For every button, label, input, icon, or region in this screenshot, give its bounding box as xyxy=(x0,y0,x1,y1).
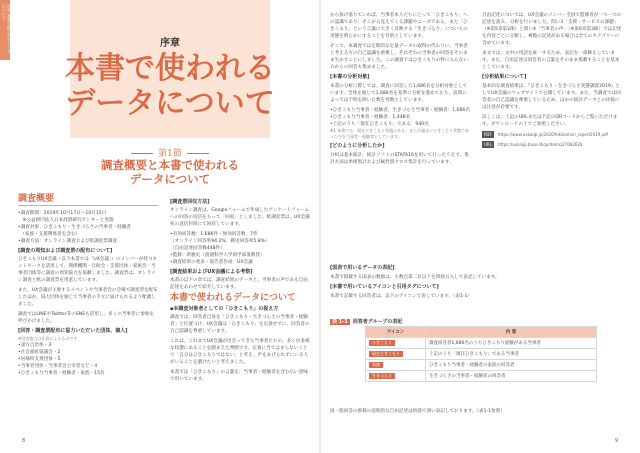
section-number-text: 第1節 xyxy=(158,149,182,159)
collection-para: オンライン調査は、Googleフォームで作成したアンケートフォームへの回答の送信をもって「回収」としました。紙調査票は、UX会議宛の返信封筒にて回収しています。 xyxy=(170,208,310,227)
respondents-note: ※回答協力は任意によるものです xyxy=(18,336,78,341)
survey-box-heading: [調査の周知および調査票の配布について] xyxy=(18,248,113,254)
table-cell-tag xyxy=(366,338,426,349)
table-cell-text: 生きづらさの当事者・経験者の回答者 xyxy=(426,371,597,382)
icon-tag-para: 本書で記載する回答者は、以下のアイコンで表しています。（表1-1） xyxy=(330,294,473,299)
page-number-right: 9 xyxy=(614,438,618,444)
pdf-url[interactable]: https://www.uxkaigi.jp/2020/hikikomori_report2019.pdf xyxy=(497,132,608,137)
survey-item: •調査方法：オンライン調査および紙調査票調査 xyxy=(18,239,118,244)
gutter xyxy=(319,0,321,453)
section-title-line-1: 調査概要と本書で使われる xyxy=(101,158,239,172)
results-heading: [分析結果について] xyxy=(482,74,527,80)
results-para: 基本的な調査結果は、『ひきこもり・生きづらさ実態調査2019』としてUX会議のウェブサイトで公開しています。また、当調査では回答者の自己認識を尊重しているため、ほかの統計データとの比較には注意が必要です。 xyxy=(482,84,621,110)
table-note: 図一般回答の推移の説明的な自由記述は括弧で囲い表記しております。（表1-1参照） xyxy=(330,409,505,414)
right-column-2 xyxy=(482,12,622,148)
table-cell-text: 調査回答者1,686名のうちひきこもり経験がある当事者 xyxy=(426,338,597,349)
target-item: •上記のうち「現在ひきこもり」である：940名 xyxy=(330,122,429,127)
pdf-badge: PDF xyxy=(484,132,492,137)
table-row xyxy=(366,371,597,382)
survey-box-para: また、UX会議が主催するイベントや当事者会の会場で調査票を配布したほか、協力団体を通じて当事者の手元に届けられるよう配慮しました。 xyxy=(18,288,158,307)
results-heading: [調査結果およびUX会議による考察] xyxy=(170,269,253,275)
free-text-para: 自由記述については、UX会議のメンバー全員で監修者が一つ一つの記述を読み、分析を行いました。問い3「支援・サービスの課題」（※第5章第2節）と問い4「当事者の声」（※第6章第3節）では記述を内容ごとに分類し、複数の記述がある場合は全てのカテゴリーに含めています。 xyxy=(482,13,622,46)
results-para: 詳しくは、上記のURLまたは下記のQRコードからご覧いただけます。ダウンロードの上でご参照ください。 xyxy=(482,115,618,127)
analysis-target-heading: [本書の分析対象] xyxy=(330,74,370,80)
figure-data-heading: [図表で用いるデータの表記] xyxy=(330,265,395,271)
page-number-left: 8 xyxy=(22,438,26,444)
table-row xyxy=(366,338,597,349)
method-heading: [どのように分析したか] xyxy=(330,143,385,149)
right-column-1 xyxy=(330,12,470,169)
table-cell-text: 上記のうち「現在ひきこもり」である当事者 xyxy=(426,349,597,360)
table-cell-tag xyxy=(366,371,426,382)
collection-heading: [調査票回収方法] xyxy=(170,199,210,205)
survey-item: •調査対象：ひきこもり・生きづらさの当事者・経験者 xyxy=(18,225,131,230)
tag-chip: 家族 xyxy=(369,362,383,368)
free-text-para: 本文では、文中の用語を統一するため、表記を一部修正しています。また、自由記述は回答者の言葉をそのまま掲載することを基本としています。 xyxy=(482,51,620,70)
table-title xyxy=(330,318,402,325)
icon-tag-heading: [本書で用いているアイコンと引用タグについて] xyxy=(330,284,439,290)
table-header: アイコン xyxy=(366,327,426,338)
org-item: •調査結果の発表・報告書作成：UX会議 xyxy=(170,260,253,265)
pdf-url-row[interactable] xyxy=(482,131,622,138)
target-item: •ひきこもり当事者・経験者：1,448名 xyxy=(330,115,411,120)
results-para: 本書の以下の章では、調査結果のデータと、当事者の声である自由記述をあわせて紹介しています。 xyxy=(170,278,308,290)
shop-url-row[interactable] xyxy=(482,141,622,148)
chapter-title-line-2: データについて xyxy=(65,86,275,121)
survey-heading: 調査概要 xyxy=(18,196,158,206)
tag-chip: ひきこもり xyxy=(369,340,395,346)
data-section-heading: 本書で使われるデータについて xyxy=(170,293,296,303)
survey-box-para: 調査ではLINEやTwitter等のSNSも活用し、多くの当事者に参加を呼びかけました。 xyxy=(18,312,154,324)
url-badge: URL xyxy=(484,142,492,147)
table-header-row xyxy=(366,327,597,338)
method-para: 分析は基本統計、統計ソフトのSTATA16を用いて行ったうえで、集計方法は単純集計および属性別クロス集計を行っています。 xyxy=(330,153,469,165)
respondents-item: •ひきこもり当事者・経験者・家族・15名 xyxy=(18,371,105,376)
tag-chip: 生きづらさ xyxy=(369,373,395,379)
respondents-item: •諸方自治体・3 xyxy=(18,343,52,348)
respondents-item: •当事者団体・当事者会主宰者など・4 xyxy=(18,364,98,369)
definition-subheading: ▪本調査対象者としての「ひきこもり」の捉え方 xyxy=(170,306,279,312)
analysis-target-para: 本書の分析に際しては、調査に回答した1,686名を分析対象としています。全体を通じて1,686名を基準に分析を進めており、設問によっては不明を除いた数を母数としています。 xyxy=(330,84,468,103)
respondents-item: •社会福祉協議会・2 xyxy=(18,350,61,355)
chapter-title-line-1: 本書で使われる xyxy=(65,51,275,86)
table-row xyxy=(366,360,597,371)
survey-item: （家族・支援関係者を含む） xyxy=(18,232,81,237)
survey-item: ※公益財団法人日本経済研究センターと実施 xyxy=(18,218,114,223)
target-item: •ひきこもり当事者・経験者、生きづらさ当事者・経験者：1,686名 xyxy=(330,108,470,113)
table-cell-tag xyxy=(366,360,426,371)
shop-url[interactable]: https://uxkaigi.base.shop/items/27682628 xyxy=(497,142,583,147)
side-tab-text: 序章 本書で使われるデータについて xyxy=(2,4,12,54)
table-title-text: 回答者グループの表記 xyxy=(352,319,403,325)
respondents-item: •居場所支援団体・5 xyxy=(18,357,61,362)
stats-item: （自由記述回答数448件） xyxy=(170,246,225,251)
definition-para: 本書では「ひきこもり」の言葉を、当事者・経験者を含む広い意味で用いています。 xyxy=(170,370,308,382)
left-column xyxy=(18,196,158,377)
table-badge: 表 1-1 xyxy=(332,319,348,325)
table-cell-text: ひきこもり当事者・経験者の家族の回答者 xyxy=(426,360,597,371)
middle-column xyxy=(170,196,310,386)
definition-para: これは、これまでUX会議が出会ってきた当事者たちの、多くが多様な状態にあることを踏まえた判断です。定義に当てはまらないことで「自分はひきこもりではない」と考え、声をあげられずにいる人がいることを避けたいと考えました。 xyxy=(170,339,310,365)
definition-para: 調査では、回答者自身を「ひきこもり・生きづらさの当事者・経験者」と位置づけ、UX会議は「ひきこもり」を定義せずに、回答者の自己認識を尊重しています。 xyxy=(170,315,310,334)
section-title-line-2: データについて xyxy=(129,172,211,186)
rule-left xyxy=(131,153,153,154)
stats-item: •有効回答数：1,686件・無効回答数：7件 xyxy=(170,232,258,237)
side-tab xyxy=(0,0,10,60)
respondent-icon-table xyxy=(365,326,597,382)
table-row xyxy=(366,349,597,360)
intro-para: から抜け落ちていれば、当事者本人たちにとって「ひきこもり」への認識であり、そこから見えてくる課題やニーズである。また「ひきこもり」という言葉に大きく反映する「生きづらさ」についての実態を明らかにすることを目的としています。 xyxy=(330,13,468,39)
figure-notes xyxy=(330,262,620,303)
stats-item: （オンライン回答率94.2%、郵送回答率5.8%） xyxy=(170,239,270,244)
table-cell-tag xyxy=(366,349,426,360)
tag-chip: 現在ひきこもり xyxy=(369,351,403,357)
rule-right xyxy=(187,153,209,154)
figure-data-para: 本書で掲載する図表の数値は、小数点第二位以下を四捨五入して表記しています。 xyxy=(330,275,500,280)
target-note: ※1 本書では、現在ひきこもり状態にある、または過去にひきこもり状態であった方を当事者・経験者としています。 xyxy=(330,128,470,139)
respondents-heading: [回答・調査票配布に協力いただいた団体、個人] xyxy=(18,328,128,334)
table-header: 内 容 xyxy=(426,327,597,338)
org-item: •監修：新雅史（流通科学大学商学部准教授） xyxy=(170,253,265,258)
chapter-label: 序章 xyxy=(160,38,180,49)
intro-para: そこで、本調査では定期的な定量データの取得の代わりに、当事者と考える方の自己認識を重視し、それぞれの当事者の回答をそのまま生かすことにしました。この調査ではひきこもりの枠に入らない方からの回答も集めました。 xyxy=(330,44,468,70)
survey-box-para: ひきこもりUX会議（以下本書では「UX会議」）のメンバーが持つネットワークを活用して、関係機関・自助会・支援団体・家族会・当事者団体等に調査の周知協力を依頼しました。調査票は、オンライン調査と紙の調査票を用意しています。 xyxy=(18,257,158,283)
survey-item: •調査期間：2019年10月17日〜10月15日 xyxy=(18,211,107,216)
table-note-block xyxy=(330,408,620,418)
